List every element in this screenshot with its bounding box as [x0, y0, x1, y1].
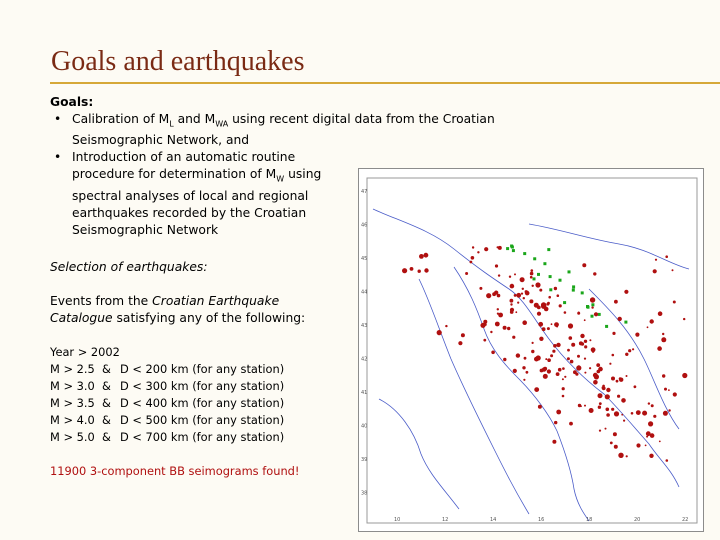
goal-1-text-b: and M — [173, 112, 216, 126]
earthquake-marker — [562, 378, 564, 380]
earthquake-marker — [484, 247, 488, 251]
earthquake-marker — [602, 386, 606, 390]
station-marker — [591, 315, 594, 318]
earthquake-marker — [648, 421, 653, 426]
earthquake-marker — [616, 380, 619, 383]
station-marker — [512, 249, 515, 252]
earthquake-marker — [509, 276, 511, 278]
station-marker — [533, 277, 536, 280]
earthquake-marker — [521, 293, 523, 295]
earthquake-marker — [524, 357, 527, 360]
earthquake-marker — [539, 337, 543, 341]
earthquake-marker — [635, 333, 639, 337]
earthquake-marker — [645, 445, 647, 447]
station-marker — [581, 291, 584, 294]
earthquake-marker — [503, 358, 506, 361]
earthquake-marker — [562, 387, 565, 390]
criterion-magnitude: M > 3.5 — [50, 395, 95, 410]
earthquake-marker — [636, 443, 640, 447]
criterion-distance: D < 200 km (for any station) — [120, 361, 285, 376]
earthquake-marker — [591, 306, 593, 308]
earthquake-marker — [510, 284, 515, 289]
earthquake-marker — [494, 291, 498, 295]
station-marker — [543, 262, 546, 265]
criterion-row — [50, 412, 350, 429]
earthquake-marker — [578, 404, 581, 407]
station-marker — [572, 289, 575, 292]
bullet-dot: • — [54, 150, 62, 165]
earthquake-marker — [483, 339, 486, 342]
earthquake-marker — [634, 385, 637, 388]
earthquake-marker — [661, 337, 666, 342]
criterion-distance: D < 700 km (for any station) — [120, 429, 285, 444]
earthquake-marker — [510, 299, 514, 303]
earthquake-marker — [567, 357, 570, 360]
earthquake-marker — [419, 254, 424, 259]
earthquake-marker — [662, 333, 664, 335]
criterion-row — [50, 361, 350, 378]
goal-2-text-a: Introduction of an automatic routine procedure for determination of M — [72, 150, 296, 182]
earthquake-marker — [486, 293, 491, 298]
earthquake-marker — [445, 325, 447, 327]
station-marker — [549, 288, 552, 291]
earthquake-marker — [554, 287, 557, 290]
earthquake-marker — [626, 455, 628, 457]
earthquake-marker — [666, 459, 669, 462]
earthquake-marker — [424, 253, 429, 258]
earthquake-marker — [636, 410, 641, 415]
earthquake-marker — [514, 273, 516, 275]
criterion-distance: D < 400 km (for any station) — [120, 395, 285, 410]
earthquake-marker — [554, 421, 557, 424]
earthquake-marker — [461, 333, 465, 337]
y-tick-label: 46 — [361, 222, 368, 229]
earthquake-marker — [534, 387, 539, 392]
station-marker — [605, 325, 608, 328]
station-marker — [533, 257, 536, 260]
earthquake-marker — [614, 445, 618, 449]
earthquake-marker — [593, 373, 598, 378]
earthquake-marker — [599, 402, 602, 405]
earthquake-marker — [610, 442, 613, 445]
earthquake-marker — [541, 302, 546, 307]
earthquake-marker — [580, 334, 584, 338]
earthquake-marker — [646, 431, 651, 436]
earthquake-marker — [668, 409, 670, 411]
station-marker — [591, 303, 594, 306]
criterion-distance: D < 300 km (for any station) — [120, 378, 285, 393]
x-tick-label: 18 — [586, 517, 593, 523]
earthquake-marker — [484, 323, 487, 326]
earthquake-marker — [410, 267, 414, 271]
earthquake-marker — [530, 272, 534, 276]
y-axis-ticks — [361, 189, 367, 497]
earthquake-marker — [662, 374, 665, 377]
earthquake-marker — [497, 308, 499, 310]
earthquake-marker — [562, 395, 565, 398]
earthquake-marker — [598, 393, 603, 398]
earthquake-marker — [532, 342, 534, 344]
earthquake-marker — [470, 261, 473, 264]
station-marker — [506, 247, 509, 250]
y-tick-label: 47 — [361, 189, 368, 195]
earthquake-marker — [668, 389, 670, 391]
y-tick-label: 39 — [361, 457, 368, 463]
earthquake-marker — [628, 349, 631, 352]
earthquake-marker — [611, 408, 614, 411]
earthquake-marker — [458, 341, 462, 345]
earthquake-map — [358, 168, 704, 532]
y-tick-label: 43 — [361, 323, 368, 329]
earthquake-marker — [548, 296, 551, 299]
goal-2-sub-w: W — [276, 174, 285, 184]
earthquake-marker — [562, 367, 565, 370]
goal-1-text-a: Calibration of M — [72, 112, 170, 126]
x-tick-label: 16 — [538, 517, 545, 523]
earthquake-marker — [556, 372, 560, 376]
earthquake-marker — [589, 339, 591, 341]
earthquake-marker — [646, 436, 648, 438]
earthquake-marker — [594, 312, 598, 316]
earthquake-marker — [523, 297, 525, 299]
criterion-and: & — [102, 412, 111, 427]
earthquake-marker — [552, 440, 556, 444]
y-tick-label: 38 — [361, 490, 368, 497]
selection-heading: Selection of earthquakes: — [50, 259, 208, 274]
earthquake-marker — [472, 246, 474, 248]
earthquake-marker — [557, 294, 560, 297]
earthquake-marker — [632, 348, 634, 350]
earthquake-marker — [556, 410, 561, 415]
criterion-row — [50, 429, 350, 446]
earthquake-marker — [592, 351, 594, 353]
earthquake-marker — [567, 349, 570, 352]
criterion-row — [50, 378, 350, 395]
earthquake-marker — [537, 312, 541, 316]
criterion-magnitude: M > 3.0 — [50, 378, 95, 393]
earthquake-marker — [598, 406, 601, 409]
earthquake-marker — [479, 287, 482, 290]
earthquake-marker — [568, 323, 573, 328]
earthquake-marker — [642, 411, 647, 416]
earthquake-marker — [517, 302, 519, 304]
earthquake-marker — [510, 310, 514, 314]
earthquake-marker — [611, 377, 615, 381]
earthquake-marker — [534, 303, 539, 308]
earthquake-marker — [532, 285, 534, 287]
earthquake-marker — [576, 365, 581, 370]
title-underline — [50, 82, 720, 84]
earthquake-marker — [619, 378, 623, 382]
earthquake-marker — [584, 340, 587, 343]
earthquake-marker — [673, 392, 677, 396]
criterion-and: & — [102, 361, 111, 376]
earthquake-marker — [540, 369, 544, 373]
station-marker — [563, 301, 566, 304]
goals-heading: Goals: — [50, 95, 94, 109]
station-marker — [568, 270, 571, 273]
criterion-row — [50, 395, 350, 412]
earthquake-marker — [581, 342, 584, 345]
earthquake-marker — [682, 373, 687, 378]
earthquake-marker — [598, 367, 603, 372]
catalogue-name: Croatian Earthquake Catalogue — [50, 293, 280, 325]
earthquake-marker — [631, 412, 634, 415]
earthquake-marker — [569, 422, 573, 426]
x-tick-label: 20 — [634, 517, 641, 523]
station-marker — [549, 275, 552, 278]
earthquake-marker — [577, 312, 580, 315]
earthquake-marker — [498, 313, 503, 318]
earthquake-marker — [522, 366, 525, 369]
earthquake-marker — [593, 380, 598, 385]
page-title: Goals and earthquakes — [51, 46, 305, 77]
x-tick-label: 12 — [442, 517, 449, 523]
earthquake-marker — [556, 326, 558, 328]
criterion-and: & — [102, 429, 111, 444]
y-tick-label: 40 — [361, 423, 368, 430]
earthquake-marker — [490, 331, 492, 333]
earthquake-marker — [606, 408, 610, 412]
goal-bullet-1 — [50, 111, 562, 149]
earthquake-marker — [657, 346, 662, 351]
earthquake-marker — [672, 269, 674, 271]
goal-bullet-2 — [50, 149, 340, 238]
earthquake-marker — [649, 454, 653, 458]
earthquake-marker — [498, 274, 500, 276]
earthquake-marker — [507, 327, 510, 330]
earthquake-marker — [582, 263, 586, 267]
earthquake-marker — [664, 388, 667, 391]
earthquake-marker — [625, 353, 628, 356]
criterion-year: Year > 2002 — [50, 344, 120, 359]
events-description — [50, 293, 335, 327]
y-tick-label: 44 — [361, 289, 368, 296]
earthquake-marker — [609, 363, 611, 365]
goal-1-sub-l: L — [169, 119, 174, 129]
earthquake-marker — [612, 332, 615, 335]
station-marker — [547, 248, 550, 251]
earthquake-marker — [621, 414, 623, 416]
station-marker — [586, 305, 589, 308]
earthquake-marker — [589, 408, 594, 413]
earthquake-marker — [510, 303, 512, 305]
y-tick-label: 42 — [361, 356, 368, 363]
earthquake-marker — [614, 411, 619, 416]
earthquake-marker — [571, 343, 575, 347]
earthquake-marker — [531, 350, 534, 353]
earthquake-marker — [526, 371, 529, 374]
earthquake-marker — [495, 264, 498, 267]
earthquake-marker — [618, 317, 622, 321]
earthquake-marker — [658, 311, 663, 316]
earthquake-marker — [491, 351, 495, 355]
earthquake-marker — [551, 323, 553, 325]
earthquake-marker — [546, 303, 549, 306]
criterion-and: & — [102, 395, 111, 410]
earthquake-marker — [418, 270, 421, 273]
earthquake-marker — [547, 358, 551, 362]
earthquake-marker — [543, 374, 548, 379]
earthquake-marker — [584, 405, 586, 407]
earthquake-marker — [624, 290, 628, 294]
earthquake-marker — [673, 301, 676, 304]
goal-1-sub-wa: WA — [215, 119, 229, 129]
x-tick-label: 14 — [490, 517, 497, 523]
earthquake-marker — [617, 395, 620, 398]
earthquake-marker — [503, 326, 507, 330]
earthquake-marker — [547, 327, 550, 330]
earthquake-marker — [606, 388, 610, 392]
station-marker — [559, 279, 562, 282]
earthquake-marker — [647, 326, 649, 328]
station-marker — [537, 273, 540, 276]
earthquake-marker — [564, 311, 567, 314]
earthquake-marker — [547, 369, 551, 373]
earthquake-marker — [577, 355, 580, 358]
earthquake-marker — [584, 319, 586, 321]
earthquake-marker — [575, 373, 578, 376]
earthquake-marker — [536, 355, 541, 360]
earthquake-marker — [538, 322, 543, 327]
events-text-a: Events from the — [50, 293, 153, 308]
earthquake-marker — [553, 344, 557, 348]
earthquake-marker — [599, 430, 601, 432]
earthquake-marker — [522, 288, 524, 290]
criterion-and: & — [102, 378, 111, 393]
earthquake-marker — [653, 269, 657, 273]
earthquake-marker — [613, 432, 617, 436]
earthquake-marker — [584, 372, 586, 374]
earthquake-marker — [513, 369, 517, 373]
earthquake-marker — [648, 402, 650, 404]
earthquake-marker — [516, 353, 520, 357]
earthquake-marker — [570, 360, 574, 364]
earthquake-marker — [564, 376, 566, 378]
station-marker — [624, 321, 627, 324]
station-marker — [523, 252, 526, 255]
earthquake-marker — [538, 405, 542, 409]
earthquake-marker — [612, 354, 615, 357]
earthquake-marker — [626, 375, 628, 377]
earthquake-marker — [550, 354, 553, 357]
earthquake-marker — [552, 350, 555, 353]
earthquake-marker — [514, 294, 517, 297]
y-tick-label: 41 — [361, 390, 368, 396]
earthquake-marker — [424, 268, 428, 272]
map-figure — [359, 169, 703, 531]
criterion-magnitude: M > 4.0 — [50, 412, 95, 427]
earthquake-marker — [589, 367, 591, 369]
earthquake-marker — [531, 269, 534, 272]
earthquake-marker — [556, 343, 560, 347]
earthquake-marker — [559, 304, 562, 307]
earthquake-marker — [515, 311, 517, 313]
earthquake-marker — [606, 413, 610, 417]
criterion-distance: D < 500 km (for any station) — [120, 412, 285, 427]
earthquake-marker — [522, 320, 527, 325]
station-marker — [598, 313, 601, 316]
criterion-magnitude: M > 5.0 — [50, 429, 95, 444]
x-tick-label: 22 — [682, 517, 689, 523]
earthquake-marker — [665, 255, 668, 258]
earthquake-marker — [605, 394, 610, 399]
earthquake-marker — [495, 322, 500, 327]
earthquake-marker — [512, 336, 515, 339]
earthquake-marker — [542, 327, 546, 331]
earthquake-marker — [621, 398, 626, 403]
earthquake-marker — [520, 277, 525, 282]
x-tick-label: 10 — [394, 517, 401, 523]
earthquake-marker — [529, 299, 533, 303]
earthquake-marker — [663, 411, 668, 416]
earthquake-marker — [605, 428, 607, 430]
earthquake-marker — [596, 363, 600, 367]
events-text-b: satisfying any of the following: — [112, 310, 306, 325]
earthquake-marker — [523, 379, 525, 381]
earthquake-marker — [569, 336, 573, 340]
y-tick-label: 45 — [361, 256, 368, 262]
goal-2-text-b: using spectral analyses of local and regional earthquakes recorded by the Croatian Seismographic Network — [72, 167, 322, 237]
earthquake-marker — [623, 420, 625, 422]
earthquake-marker — [437, 330, 442, 335]
station-marker — [510, 245, 513, 248]
earthquake-marker — [590, 297, 595, 302]
criteria-list — [50, 344, 350, 446]
earthquake-marker — [525, 290, 528, 293]
earthquake-marker — [516, 293, 521, 298]
earthquake-marker — [655, 259, 657, 261]
earthquake-marker — [683, 318, 685, 320]
earthquake-marker — [545, 358, 547, 360]
earthquake-marker — [651, 404, 654, 407]
criterion-magnitude: M > 2.5 — [50, 361, 95, 376]
earthquake-marker — [530, 276, 533, 279]
earthquake-marker — [614, 300, 618, 304]
earthquake-marker — [659, 441, 661, 443]
earthquake-marker — [497, 246, 499, 248]
earthquake-marker — [477, 251, 479, 253]
earthquake-marker — [653, 415, 656, 418]
earthquake-marker — [593, 272, 596, 275]
earthquake-marker — [584, 345, 587, 348]
goal-1-text-c: using recent digital data from the Croatian Seismographic Network, and — [72, 112, 495, 148]
earthquake-marker — [471, 256, 475, 260]
earthquake-marker — [558, 368, 562, 372]
earthquake-marker — [465, 272, 468, 275]
earthquake-marker — [535, 282, 540, 287]
result-note: 11900 3-component BB seimograms found! — [50, 463, 300, 478]
earthquake-marker — [402, 268, 407, 273]
bullet-dot: • — [54, 112, 62, 126]
earthquake-marker — [618, 453, 623, 458]
earthquake-marker — [650, 319, 654, 323]
earthquake-marker — [584, 358, 586, 360]
earthquake-marker — [539, 289, 542, 292]
station-marker — [572, 285, 575, 288]
